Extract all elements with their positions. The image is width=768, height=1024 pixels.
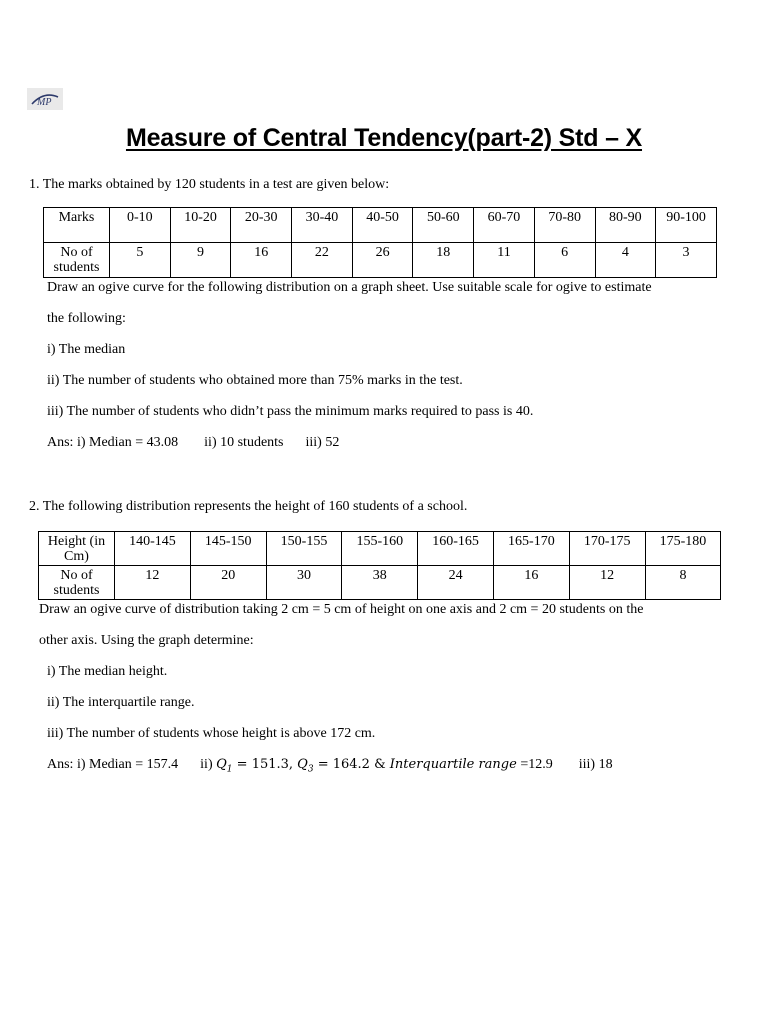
q1-frequency-cell: 4 <box>595 243 656 278</box>
q1-subscript: 1 <box>226 764 233 775</box>
q2-class-cell: 160-165 <box>418 532 494 566</box>
q1-class-cell: 80-90 <box>595 208 656 243</box>
q1-answer-part3: iii) 52 <box>305 435 340 450</box>
q2-line: other axis. Using the graph determine: <box>39 633 254 648</box>
q1-line: Draw an ogive curve for the following distribution on a graph sheet. Use suitable scale for ogive to estimate <box>47 280 652 295</box>
q1-row-label-students: No of students <box>44 243 110 278</box>
q1-class-cell: 90-100 <box>656 208 717 243</box>
q1-frequency-cell: 16 <box>231 243 292 278</box>
q2-answer <box>39 749 643 780</box>
mp-logo-icon <box>30 91 60 107</box>
q1-class-cell: 40-50 <box>352 208 413 243</box>
q2-class-cell: 175-180 <box>645 532 721 566</box>
logo <box>27 88 63 110</box>
q1-class-cell: 50-60 <box>413 208 474 243</box>
q1-value: = 151.3, <box>232 757 298 772</box>
iqr-label: Interquartile range <box>389 757 517 772</box>
q2-class-cell: 145-150 <box>190 532 266 566</box>
q1-answer-part1: Ans: i) Median = 43.08 <box>47 435 179 450</box>
q2-answer-part3: iii) 18 <box>578 757 613 772</box>
q1-answer-part2: ii) 10 students <box>204 435 284 450</box>
q1-frequency-cell: 9 <box>170 243 231 278</box>
q2-frequency-table <box>38 531 721 600</box>
q1-frequency-cell: 5 <box>110 243 171 278</box>
q2-frequency-cell: 12 <box>569 566 645 600</box>
q2-intro: 2. The following distribution represents the height of 160 students of a school. <box>29 499 468 514</box>
q1-frequency-cell: 26 <box>352 243 413 278</box>
q1-class-row <box>44 208 717 243</box>
q2-answer-part1: Ans: i) Median = 157.4 <box>47 757 179 772</box>
iqr-value: =12.9 <box>516 757 553 772</box>
q2-class-cell: 155-160 <box>342 532 418 566</box>
q1-class-cell: 0-10 <box>110 208 171 243</box>
q2-frequency-cell: 30 <box>266 566 342 600</box>
q2-answer-quartiles <box>216 757 517 775</box>
q2-answer-part2-prefix: ii) <box>200 757 213 772</box>
q3-value: = 164.2 & <box>313 757 390 772</box>
q2-row-label-students: No of students <box>39 566 115 600</box>
q2-frequency-cell: 24 <box>418 566 494 600</box>
q1-intro: 1. The marks obtained by 120 students in a test are given below: <box>29 177 390 192</box>
q1-row-label-marks: Marks <box>44 208 110 243</box>
q2-class-cell: 150-155 <box>266 532 342 566</box>
q1-line: ii) The number of students who obtained more than 75% marks in the test. <box>47 373 463 388</box>
q1-line: iii) The number of students who didn’t pass the minimum marks required to pass is 40. <box>47 404 534 419</box>
q2-line: i) The median height. <box>47 664 168 679</box>
q2-line: Draw an ogive curve of distribution taking 2 cm = 5 cm of height on one axis and 2 cm = 20 students on the <box>39 602 644 617</box>
q1-line: the following: <box>47 311 126 326</box>
q2-instructions <box>39 594 643 780</box>
q1-frequency-table <box>43 207 717 278</box>
q2-class-row <box>39 532 721 566</box>
q2-class-cell: 165-170 <box>493 532 569 566</box>
q2-class-cell: 140-145 <box>115 532 191 566</box>
q3-symbol: Q <box>297 757 308 772</box>
q1-frequency-cell: 3 <box>656 243 717 278</box>
q1-symbol: Q <box>216 757 227 772</box>
q1-class-cell: 10-20 <box>170 208 231 243</box>
q1-class-cell: 60-70 <box>474 208 535 243</box>
q2-line: iii) The number of students whose height is above 172 cm. <box>47 726 376 741</box>
q2-row-label-height: Height (in Cm) <box>39 532 115 566</box>
q2-frequency-cell: 12 <box>115 566 191 600</box>
q1-class-cell: 70-80 <box>534 208 595 243</box>
q2-class-cell: 170-175 <box>569 532 645 566</box>
q1-frequency-cell: 18 <box>413 243 474 278</box>
q1-answer <box>47 427 652 458</box>
q2-line: ii) The interquartile range. <box>47 695 195 710</box>
q1-instructions <box>47 272 652 458</box>
q2-frequency-cell: 38 <box>342 566 418 600</box>
q1-frequency-cell: 11 <box>474 243 535 278</box>
q2-frequency-cell: 16 <box>493 566 569 600</box>
q2-frequency-cell: 8 <box>645 566 721 600</box>
page-title: Measure of Central Tendency(part-2) Std – X <box>125 124 643 152</box>
q3-subscript: 3 <box>307 764 314 775</box>
svg-text:MP: MP <box>37 97 52 107</box>
q1-class-cell: 30-40 <box>292 208 353 243</box>
q1-line: i) The median <box>47 342 126 357</box>
q1-class-cell: 20-30 <box>231 208 292 243</box>
q1-frequency-cell: 6 <box>534 243 595 278</box>
q2-frequency-cell: 20 <box>190 566 266 600</box>
q1-frequency-cell: 22 <box>292 243 353 278</box>
